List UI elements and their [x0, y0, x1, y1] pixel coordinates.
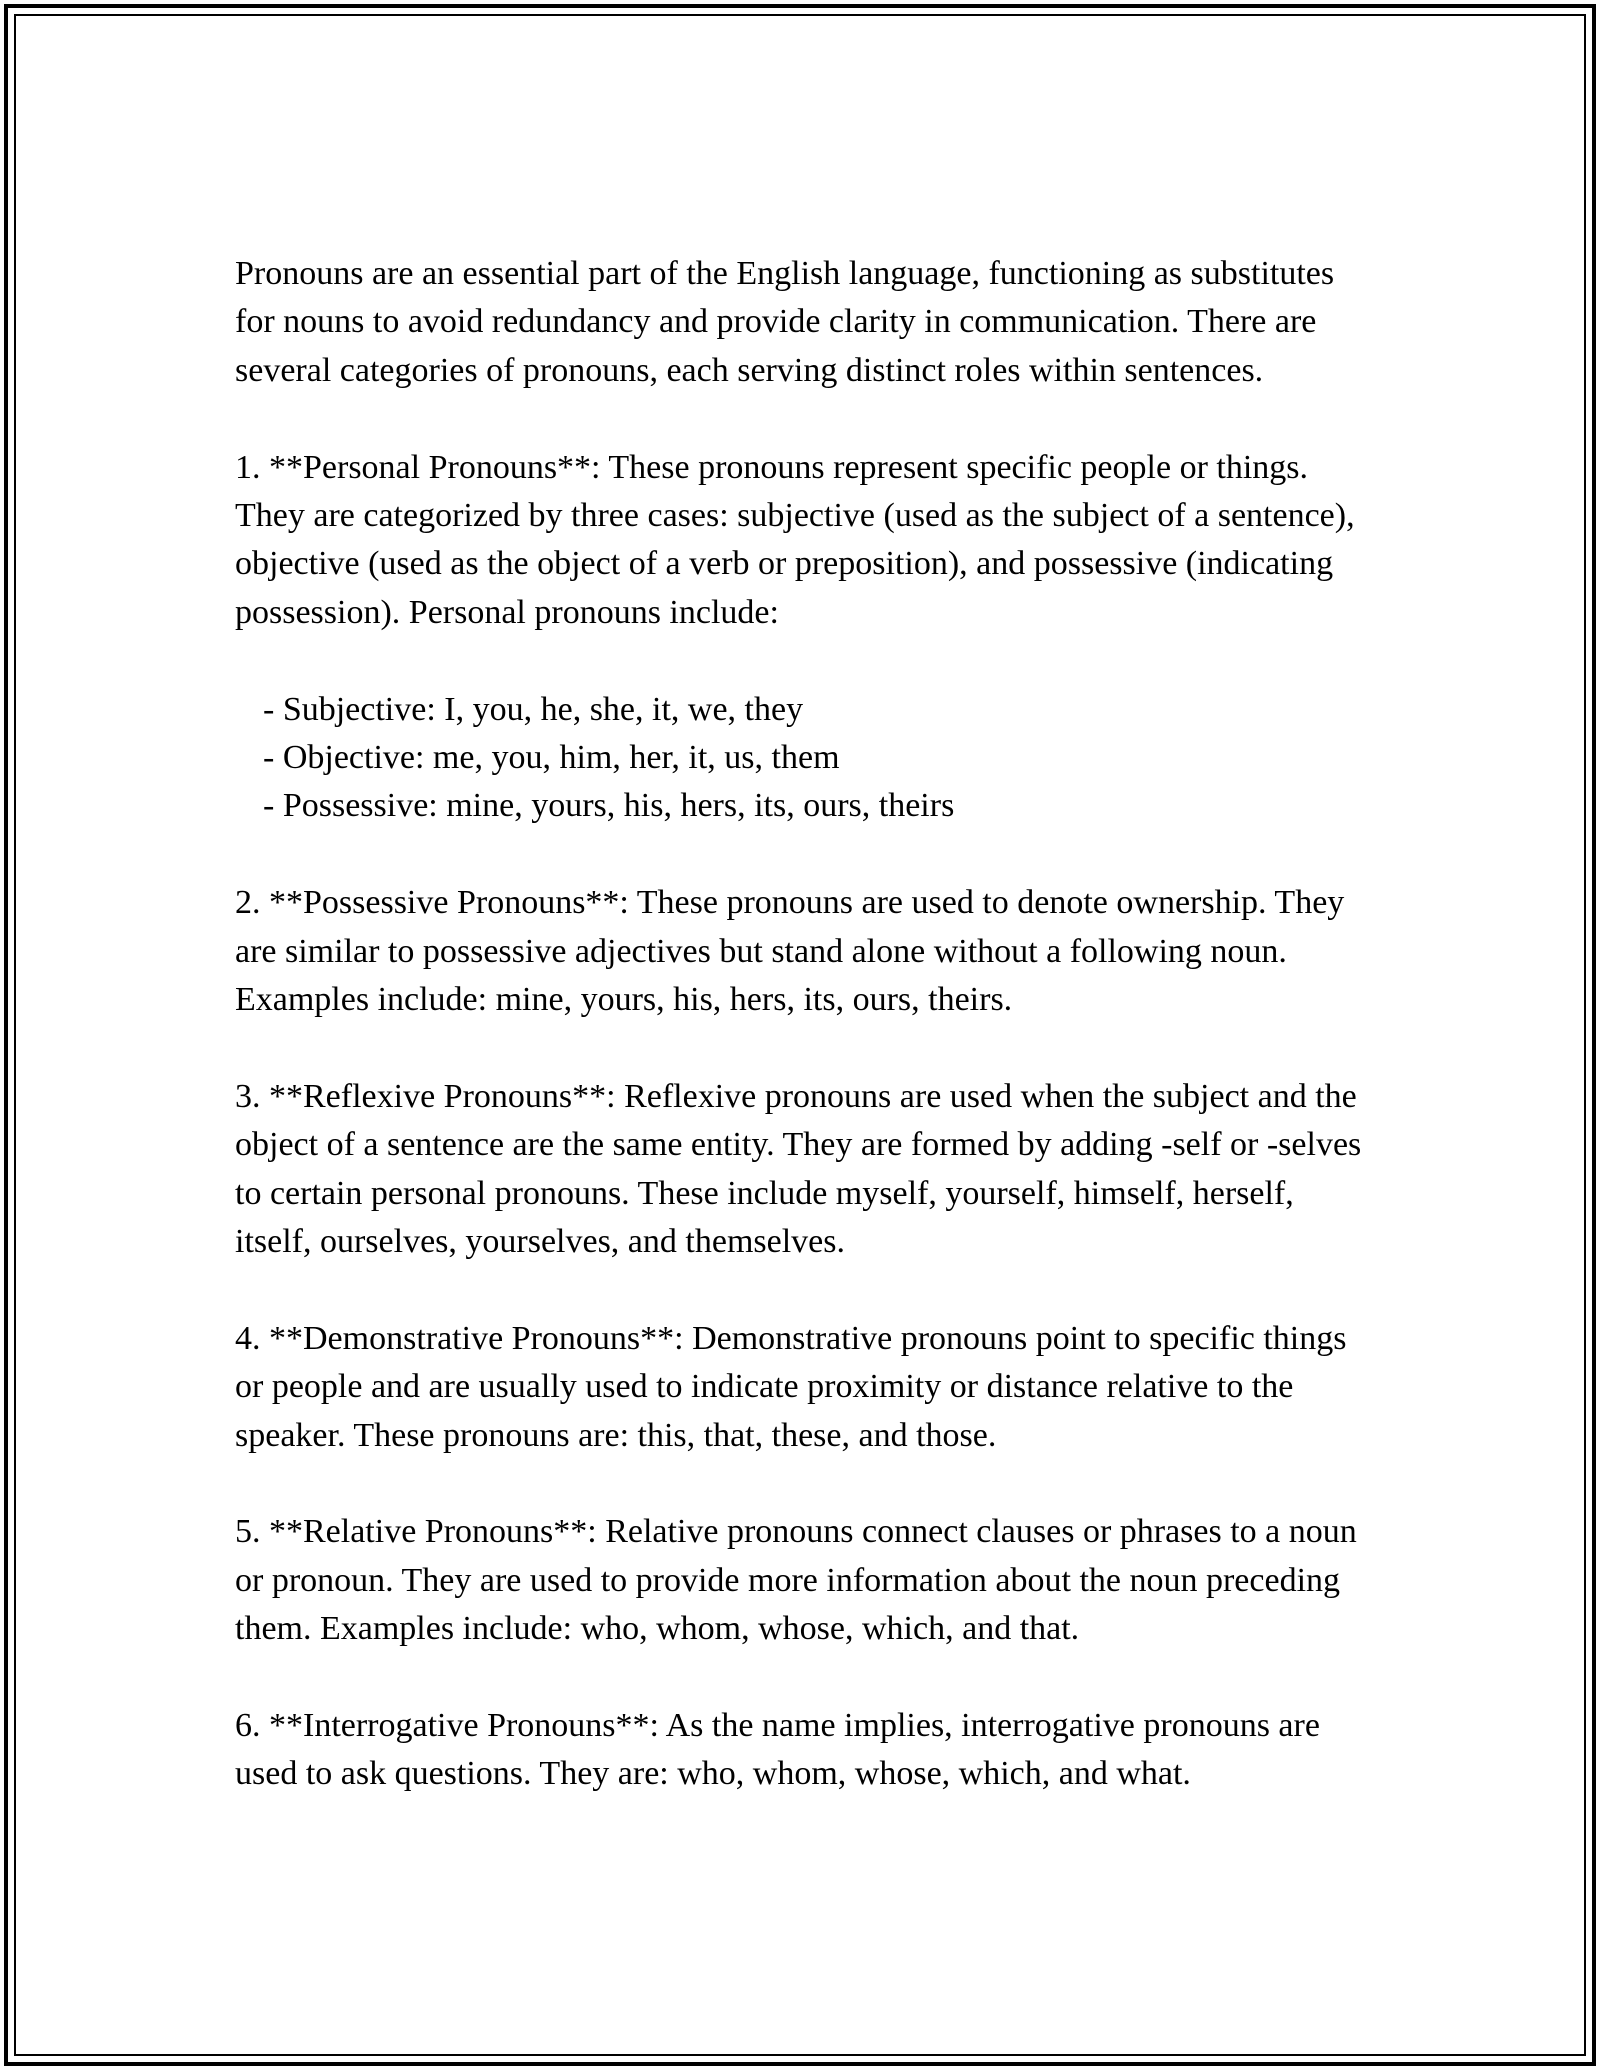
list-item-objective: - Objective: me, you, him, her, it, us, them: [263, 739, 840, 777]
section-personal-pronouns: 1. **Personal Pronouns**: These pronouns represent specific people or things. They are categorized by three cases: subjective (used as the subject of a sentence), objective (used as the object of a verb or preposition), and possessive (indicating possession). Personal pronouns include:: [235, 448, 1355, 631]
section-reflexive-pronouns: 3. **Reflexive Pronouns**: Reflexive pronouns are used when the subject and the object of a sentence are the same entity. They are formed by adding -self or -selves to certain personal pronouns. These include myself, yourself, himself, herself, itself, ourselves, yourselves, and themselves.: [235, 1077, 1362, 1261]
list-item-subjective: - Subjective: I, you, he, she, it, we, they: [263, 690, 804, 728]
section-interrogative-pronouns: 6. **Interrogative Pronouns**: As the name implies, interrogative pronouns are used to ask questions. They are: who, whom, whose, which, and what.: [235, 1707, 1320, 1793]
document-body: [235, 250, 1375, 1799]
section-relative-pronouns: 5. **Relative Pronouns**: Relative pronouns connect clauses or phrases to a noun or pronoun. They are used to provide more information about the noun preceding them. Examples include: who, whom, whose, which, and that.: [235, 1513, 1357, 1648]
list-item-possessive: - Possessive: mine, yours, his, hers, its, ours, theirs: [263, 787, 955, 825]
section-demonstrative-pronouns: 4. **Demonstrative Pronouns**: Demonstrative pronouns point to specific things or people and are usually used to indicate proximity or distance relative to the speaker. These pronouns are: this, that, these, and those.: [235, 1319, 1347, 1454]
section-possessive-pronouns: 2. **Possessive Pronouns**: These pronouns are used to denote ownership. They are similar to possessive adjectives but stand alone without a following noun. Examples include: mine, yours, his, hers, its, ours, theirs.: [235, 884, 1345, 1019]
personal-pronouns-list: [235, 686, 1375, 831]
intro-paragraph: Pronouns are an essential part of the English language, functioning as substitutes for nouns to avoid redundancy and provide clarity in communication. There are several categories of pronouns, each serving distinct roles within sentences.: [235, 255, 1335, 389]
